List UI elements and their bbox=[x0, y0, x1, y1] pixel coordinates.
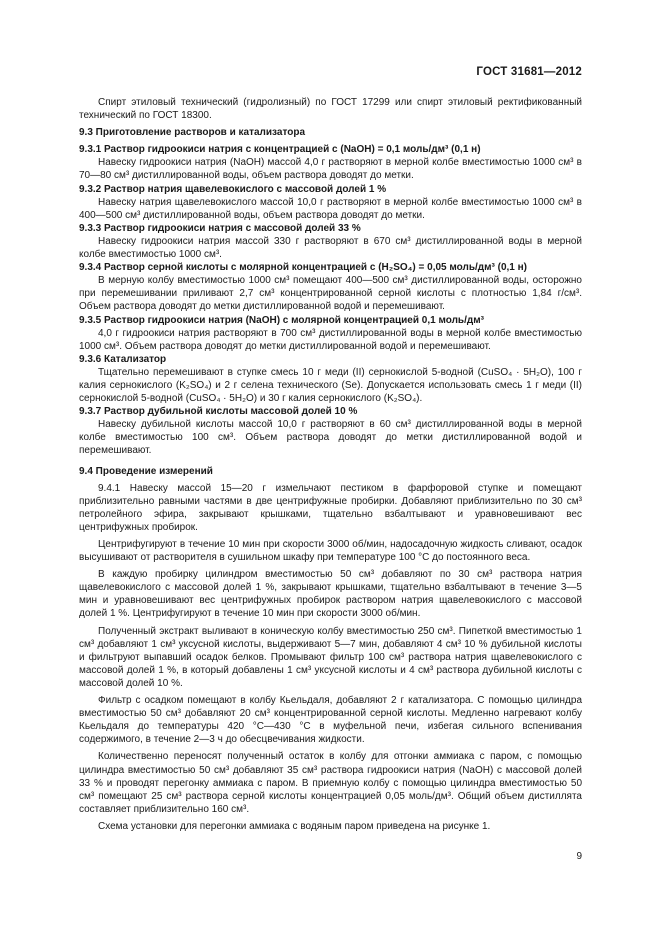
section-9-3-5-title: 9.3.5 Раствор гидроокиси натрия (NaOH) с молярной концентрацией 0,1 моль/дм³ bbox=[79, 314, 484, 326]
section-9-4-title: 9.4 Проведение измерений bbox=[79, 465, 213, 477]
section-9-4-1-paragraph: 9.4.1 Навеску массой 15—20 г измельчают пестиком в фарфоровой ступке и помещают приблизительно равными частями в две центрифужные пробирки. Добавляют приблизительно по 30 см³ петролейного эфира, закрывают крышками, тщательно взбалтывают и уравновешивают вес центрифужных пробирок. bbox=[79, 482, 582, 533]
section-9-3-title: 9.3 Приготовление растворов и катализатора bbox=[79, 127, 306, 139]
centrifuge-paragraph: Центрифугируют в течение 10 мин при скорости 3000 об/мин, надосадочную жидкость сливают, осадок высушивают от растворителя в сушильном шкафу при температуре 100 °С до постоянного веса. bbox=[79, 539, 582, 564]
section-9-3-7-title: 9.3.7 Раствор дубильной кислоты массовой долей 10 % bbox=[79, 406, 358, 418]
section-9-3-5-text: 4,0 г гидроокиси натрия растворяют в 700 см³ дистиллированной воды в мерной колбе вместимостью 1000 см³. Объем раствора доводят до метки дистиллированной водой и перемешивают. bbox=[79, 327, 582, 352]
section-9-3-6-text: Тщательно перемешивают в ступке смесь 10 г меди (II) сернокислой 5-водной (CuSO₄ · 5H₂O), 100 г калия сернокислого (K₂SO₄) и 2 г селена технического (Se). Допускается использовать смесь 1 г меди (II) сернокислой 5-водной (CuSO₄ · 5H₂O) и 30 г калия сернокислого (K₂SO₄). bbox=[79, 366, 582, 405]
extract-paragraph: Полученный экстракт выливают в коническую колбу вместимостью 250 см³. Пипеткой вместимостью 1 см³ добавляют 1 см³ уксусной кислоты, выдерживают 5—7 мин, добавляют 4 см³ 10 % дубильной кислоты и фильтруют выпавший осадок белков. Промывают фильтр 100 см³ раствора натрия щавелевокислого с массовой долей 1 %, в который добавлены 1 см³ уксусной кислоты и 4 см³ раствора дубильной кислоты с массовой долей 10 %. bbox=[79, 625, 582, 689]
document-body bbox=[79, 96, 582, 833]
intro-paragraph: Спирт этиловый технический (гидролизный) по ГОСТ 17299 или спирт этиловый ректификованный технический по ГОСТ 18300. bbox=[79, 97, 582, 122]
section-9-3-3-title: 9.3.3 Раствор гидроокиси натрия с массовой долей 33 % bbox=[79, 222, 361, 234]
oxalate-paragraph: В каждую пробирку цилиндром вместимостью 50 см³ добавляют по 30 см³ раствора натрия щавелевокислого с массовой долей 1 %, закрывают крышками, тщательно взбалтывают в течение 3—5 мин и уравновешивают вес центрифужных пробирок раствором натрия щавелевокислого с массовой долей 1 %. Центрифугируют в течение 10 мин при скорости 3000 об/мин. bbox=[79, 569, 582, 620]
figure-reference-paragraph: Схема установки для перегонки аммиака с водяным паром приведена на рисунке 1. bbox=[98, 820, 491, 832]
section-9-3-6-title: 9.3.6 Катализатор bbox=[79, 353, 167, 365]
standard-number: ГОСТ 31681—2012 bbox=[476, 66, 582, 78]
section-9-3-2-text: Навеску натрия щавелевокислого массой 10,0 г растворяют в мерной колбе вместимостью 1000 см³ в 400—500 см³ дистиллированной воды, объем раствора доводят до метки. bbox=[79, 196, 582, 221]
section-9-3-2-title: 9.3.2 Раствор натрия щавелевокислого с массовой долей 1 % bbox=[79, 183, 387, 195]
section-9-3-1-text: Навеску гидроокиси натрия (NaOH) массой 4,0 г растворяют в мерной колбе вместимостью 1000 см³ в 70—80 см³ дистиллированной воды, объем раствора доводят до метки. bbox=[79, 157, 582, 182]
page-number: 9 bbox=[576, 851, 582, 862]
section-9-3-1-title: 9.3.1 Раствор гидроокиси натрия с концентрацией c (NaOH) = 0,1 моль/дм³ (0,1 н) bbox=[79, 144, 481, 156]
section-9-3-7-text: Навеску дубильной кислоты массой 10,0 г растворяют в 60 см³ дистиллированной воды в мерной колбе вместимостью 100 см³. Объем раствора доводят до метки дистиллированной водой и перемешивают. bbox=[79, 419, 582, 457]
kjeldahl-paragraph: Фильтр с осадком помещают в колбу Кьельдаля, добавляют 2 г катализатора. С помощью цилиндра вместимостью 50 см³ добавляют 20 см³ концентрированной серной кислоты. Медленно нагревают колбу Кьельдаля до температуры 420 °С—430 °С в муфельной печи, избегая сильного вспенивания содержимого, в течение 2—3 ч до обесцвечивания жидкости. bbox=[79, 695, 582, 746]
distillation-paragraph: Количественно переносят полученный остаток в колбу для отгонки аммиака с паром, с помощью цилиндра вместимостью 50 см³ добавляют 35 см³ раствора гидроокиси натрия (NaOH) с массовой долей 33 % и проводят перегонку аммиака с паром. В приемную колбу с помощью цилиндра вместимостью 50 см³ помещают 25 см³ раствора серной кислоты концентрацией 0,05 моль/дм³. Общий объем дистиллята составляет приблизительно 160 см³. bbox=[79, 751, 582, 815]
section-9-3-4-title: 9.3.4 Раствор серной кислоты с молярной концентрацией c (H₂SO₄) = 0,05 моль/дм³ (0,1 н) bbox=[79, 262, 528, 274]
section-9-3-3-text: Навеску гидроокиси натрия массой 330 г растворяют в 670 см³ дистиллированной воды в мерной колбе вместимостью 1000 см³. bbox=[79, 235, 582, 261]
section-9-3-4-text: В мерную колбу вместимостью 1000 см³ помещают 400—500 см³ дистиллированной воды, осторожно при перемешивании приливают 2,7 см³ концентрированной серной кислоты с плотностью 1,84 г/см³. Объем раствора доводят до метки дистиллированной водой и перемешивают. bbox=[79, 275, 582, 313]
